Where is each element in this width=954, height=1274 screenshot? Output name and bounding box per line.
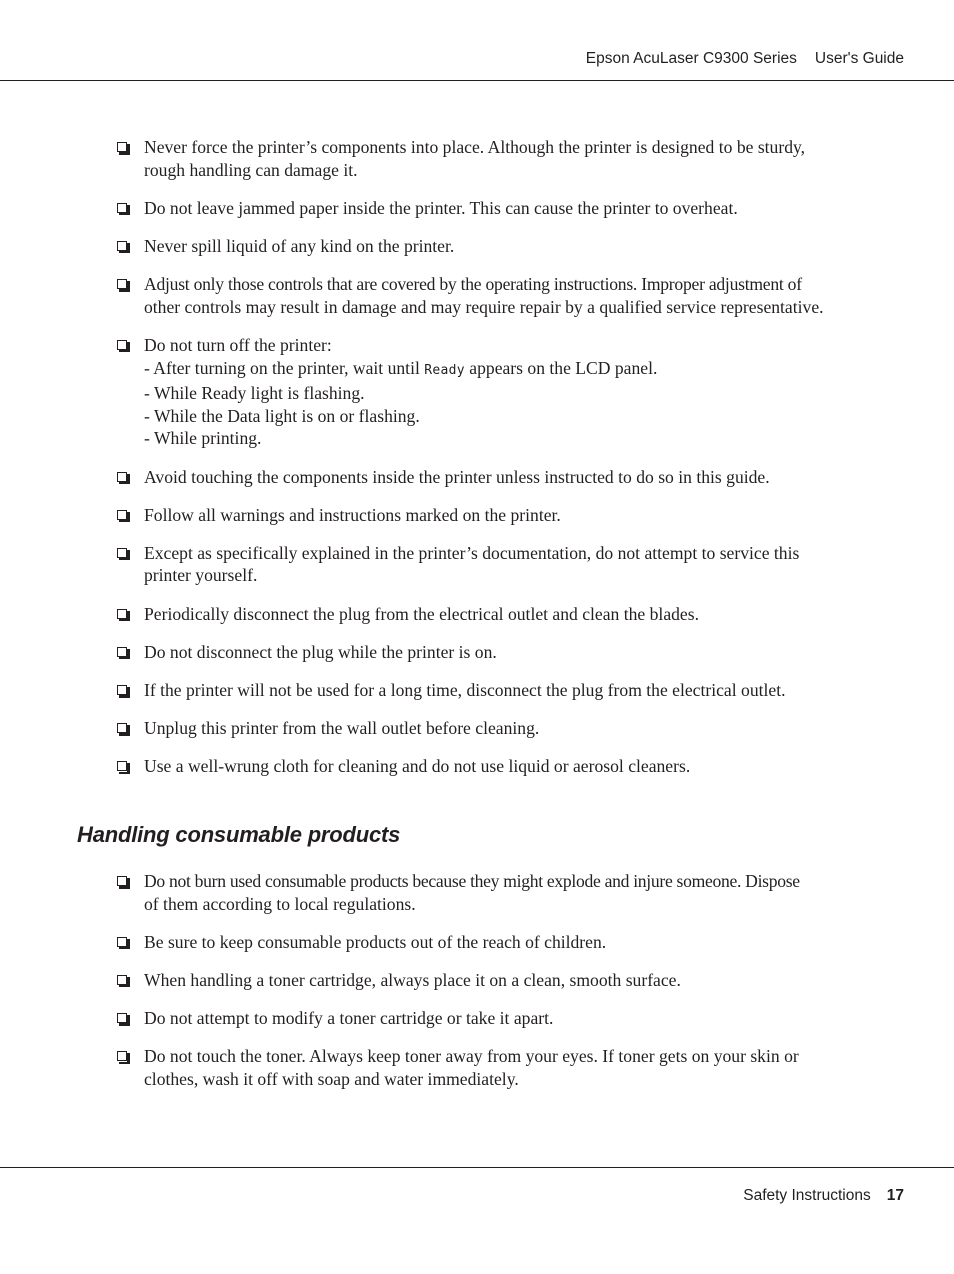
checkbox-bullet-icon — [117, 723, 127, 733]
checkbox-bullet-icon — [117, 340, 127, 350]
item-text: of them according to local regulations. — [144, 893, 416, 914]
sub-item-text: - While printing. — [144, 428, 262, 449]
item-text: Do not disconnect the plug while the printer is on. — [144, 641, 497, 662]
consumables-bullet-list — [114, 870, 880, 1106]
ready-text-before: - After turning on the printer, wait until — [144, 357, 425, 378]
header-rule — [0, 80, 954, 81]
item-text: Follow all warnings and instructions marked on the printer. — [144, 504, 561, 525]
item-text: clothes, wash it off with soap and water immediately. — [144, 1068, 519, 1089]
checkbox-bullet-icon — [117, 609, 127, 619]
footer-rule — [0, 1167, 954, 1168]
item-text: If the printer will not be used for a long time, disconnect the plug from the electrical outlet. — [144, 680, 786, 701]
safety-bullet-list — [114, 136, 880, 794]
checkbox-bullet-icon — [117, 279, 127, 289]
item-text: Avoid touching the components inside the printer unless instructed to do so in this guide. — [144, 466, 770, 487]
sub-item-text: - While Ready light is flashing. — [144, 383, 365, 404]
running-footer — [743, 1187, 904, 1205]
header-product-title: Epson AcuLaser C9300 Series — [585, 50, 797, 67]
item-text: Do not attempt to modify a toner cartridge or take it apart. — [144, 1008, 554, 1029]
list-item — [114, 641, 880, 664]
checkbox-bullet-icon — [117, 548, 127, 558]
item-text: When handling a toner cartridge, always place it on a clean, smooth surface. — [144, 969, 681, 990]
list-item — [114, 603, 880, 626]
checkbox-bullet-icon — [117, 761, 127, 771]
checkbox-bullet-icon — [117, 142, 127, 152]
item-text: Do not leave jammed paper inside the printer. This can cause the printer to overheat. — [144, 197, 738, 218]
list-item — [114, 334, 880, 450]
list-item — [114, 136, 880, 181]
checkbox-bullet-icon — [117, 647, 127, 657]
item-text — [144, 357, 880, 383]
checkbox-bullet-icon — [117, 1051, 127, 1061]
list-item — [114, 466, 880, 489]
list-item — [114, 197, 880, 220]
item-text: printer yourself. — [144, 565, 258, 586]
item-text: Do not touch the toner. Always keep toner away from your eyes. If toner gets on your skin or — [144, 1046, 799, 1067]
footer-section-title: Safety Instructions — [743, 1187, 871, 1204]
item-text: Never spill liquid of any kind on the printer. — [144, 235, 455, 256]
checkbox-bullet-icon — [117, 975, 127, 985]
item-text: other controls may result in damage and may require repair by a qualified service representative. — [144, 296, 824, 317]
checkbox-bullet-icon — [117, 937, 127, 947]
list-item — [114, 235, 880, 258]
checkbox-bullet-icon — [117, 472, 127, 482]
checkbox-bullet-icon — [117, 241, 127, 251]
item-text: Do not turn off the printer: — [144, 334, 332, 355]
item-text: Except as specifically explained in the printer’s documentation, do not attempt to service this — [144, 542, 800, 563]
item-text: Never force the printer’s components into place. Although the printer is designed to be sturdy, — [144, 137, 806, 157]
list-item — [114, 755, 880, 778]
checkbox-bullet-icon — [117, 1013, 127, 1023]
checkbox-bullet-icon — [117, 203, 127, 213]
list-item — [114, 969, 880, 992]
list-item — [114, 504, 880, 527]
item-text: Use a well-wrung cloth for cleaning and do not use liquid or aerosol cleaners. — [144, 756, 691, 777]
item-text: rough handling can damage it. — [144, 159, 358, 180]
list-item — [114, 679, 880, 702]
lcd-ready-code: Ready — [424, 362, 465, 378]
item-text: Adjust only those controls that are covered by the operating instructions. Improper adjustment of — [144, 274, 802, 295]
list-item — [114, 273, 880, 318]
checkbox-bullet-icon — [117, 685, 127, 695]
list-item — [114, 1045, 880, 1090]
checkbox-bullet-icon — [117, 510, 127, 520]
list-item — [114, 542, 880, 587]
sub-item-text: - While the Data light is on or flashing. — [144, 405, 420, 426]
list-item — [114, 1007, 880, 1030]
item-text: Do not burn used consumable products because they might explode and injure someone. Dispose — [144, 871, 800, 891]
list-item — [114, 870, 880, 915]
list-item — [114, 931, 880, 954]
ready-text-after: appears on the LCD panel. — [464, 357, 658, 378]
item-text: Unplug this printer from the wall outlet before cleaning. — [144, 718, 540, 739]
running-header — [586, 50, 904, 68]
page-number: 17 — [886, 1187, 904, 1204]
header-guide-title: User's Guide — [814, 50, 904, 67]
list-item — [114, 717, 880, 740]
section-heading: Handling consumable products — [77, 822, 401, 847]
item-text: Periodically disconnect the plug from the electrical outlet and clean the blades. — [144, 603, 699, 624]
checkbox-bullet-icon — [117, 876, 127, 886]
item-text: Be sure to keep consumable products out of the reach of children. — [144, 931, 607, 952]
